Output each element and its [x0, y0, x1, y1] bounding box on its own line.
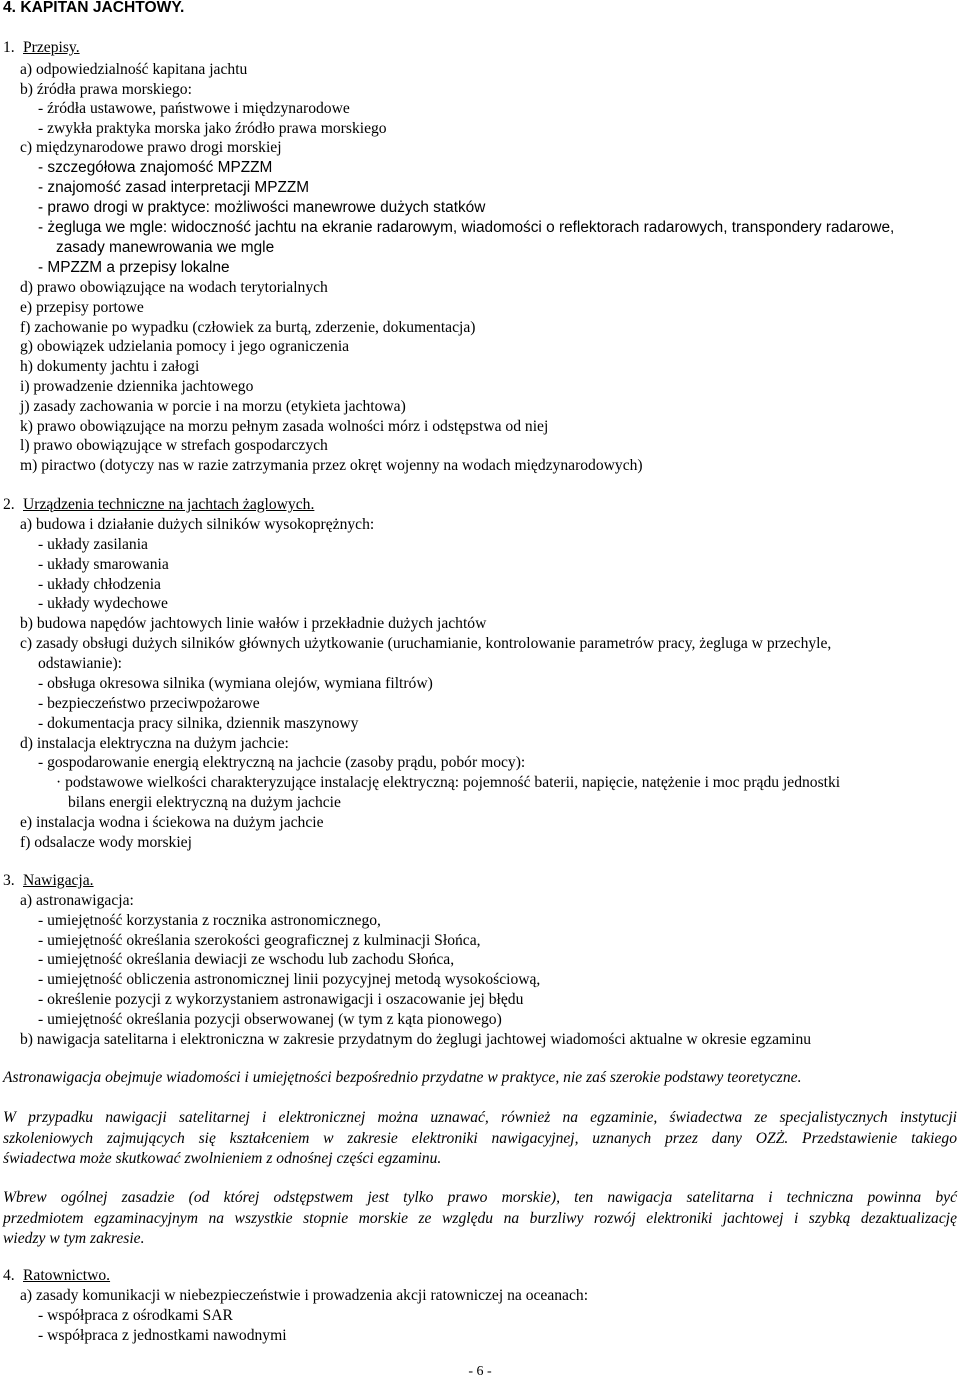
section2-line: - układy smarowania [38, 556, 169, 573]
section3-line: - umiejętność obliczenia astronomicznej linii pozycyjnej metodą wysokościową, [38, 971, 541, 988]
section2-line: - dokumentacja pracy silnika, dziennik maszynowy [38, 715, 359, 732]
note-line: przedmiotem egzaminacyjnym na wszystkie stopnie morskie ze względu na burzliwy rozwój elektroniki jachtowej i szybką dezaktualizację [3, 1209, 957, 1227]
section1-line: - prawo drogi w praktyce: możliwości manewrowe dużych statków [38, 199, 486, 216]
section3-line: - umiejętność określania pozycji obserwowanej (w tym z kąta pionowego) [38, 1011, 502, 1028]
section3-line: - określenie pozycji z wykorzystaniem astronawigacji i oszacowanie jej błędu [38, 991, 524, 1008]
note-line: świadectwa może skutkować zwolnieniem z odnośnej części egzaminu. [3, 1150, 442, 1167]
section3-line: - umiejętność określania dewiacji ze wschodu lub zachodu Słońca, [38, 951, 455, 968]
italic-note [3, 1108, 957, 1170]
note-line: Wbrew ogólnej zasadzie (od której odstępstwem jest tylko prawo morskie), ten nawigacja satelitarna i techniczna powinna być [3, 1189, 957, 1206]
section3-line: - umiejętność korzystania z rocznika astronomicznego, [38, 912, 381, 929]
section-number: 4. [3, 1267, 15, 1284]
section3-line: - umiejętność określania szerokości geograficznej z kulminacji Słońca, [38, 932, 481, 949]
section2-line: c) zasady obsługi dużych silników głównych użytkowanie (uruchamianie, kontrolowanie parametrów pracy, żegluga w przechyle, [20, 635, 832, 652]
italic-note [3, 1068, 957, 1089]
section1-line: g) obowiązek udzielania pomocy i jego ograniczenia [20, 338, 350, 355]
section4-line: - współpraca z ośrodkami SAR [38, 1307, 233, 1324]
section-number: 1. [3, 39, 15, 56]
section4-line: - współpraca z jednostkami nawodnymi [38, 1327, 287, 1344]
section-title: Urządzenia techniczne na jachtach żaglowych. [23, 496, 315, 513]
note-line: wiedzy w tym zakresie. [3, 1230, 145, 1247]
section2-line: - układy zasilania [38, 536, 148, 553]
section2-line: b) budowa napędów jachtowych linie wałów i przekładnie dużych jachtów [20, 615, 487, 632]
section2-line: - gospodarowanie energią elektryczną na jachcie (zasoby prądu, pobór mocy): [38, 754, 526, 771]
section1-line: c) międzynarodowe prawo drogi morskiej [20, 139, 282, 156]
section1-line: zasady manewrowania we mgle [56, 239, 275, 256]
section1-line: d) prawo obowiązujące na wodach terytorialnych [20, 279, 328, 296]
section1-line: - znajomość zasad interpretacji MPZZM [38, 179, 310, 196]
note-line: Astronawigacja obejmuje wiadomości i umiejętności bezpośrednio przydatne w praktyce, nie zaś szerokie podstawy teoretyczne. [3, 1069, 802, 1086]
section1-line: m) piractwo (dotyczy nas w razie zatrzymania przez okręt wojenny na wodach międzynarodowych) [20, 457, 643, 474]
section2-line: · podstawowe wielkości charakteryzujące instalację elektryczną: pojemność baterii, napięcie, natężenie i moc prądu jednostki [56, 774, 841, 791]
section1-header [3, 38, 80, 58]
section-number: 2. [3, 496, 15, 513]
section1-line: h) dokumenty jachtu i załogi [20, 358, 200, 375]
section1-line: l) prawo obowiązujące w strefach gospodarczych [20, 437, 328, 454]
section2-line: d) instalacja elektryczna na dużym jachcie: [20, 735, 289, 752]
section1-line: i) prowadzenie dziennika jachtowego [20, 378, 254, 395]
section1-line: - źródła ustawowe, państwowe i międzynarodowe [38, 100, 350, 117]
section2-line: odstawianie): [38, 655, 123, 672]
section2-header [3, 495, 314, 515]
document-heading: 4. KAPITAN JACHTOWY. [3, 0, 185, 16]
section1-line: f) zachowanie po wypadku (człowiek za burtą, zderzenie, dokumentacja) [20, 319, 476, 336]
section1-line: - MPZZM a przepisy lokalne [38, 259, 230, 276]
section2-line: bilans energii elektryczną na dużym jachcie [68, 794, 341, 811]
section1-line: k) prawo obowiązujące na morzu pełnym zasada wolności mórz i odstępstwa od niej [20, 418, 549, 435]
section1-line: j) zasady zachowania w porcie i na morzu (etykieta jachtowa) [20, 398, 406, 415]
section1-line: - szczegółowa znajomość MPZZM [38, 159, 273, 176]
section1-line: - zwykła praktyka morska jako źródło prawa morskiego [38, 120, 387, 137]
section2-line: a) budowa i działanie dużych silników wysokoprężnych: [20, 516, 375, 533]
section-number: 3. [3, 872, 15, 889]
section2-line: - obsługa okresowa silnika (wymiana olejów, wymiana filtrów) [38, 675, 433, 692]
page-number: - 6 - [468, 1364, 492, 1379]
section4-header [3, 1266, 110, 1286]
note-line: W przypadku nawigacji satelitarnej i elektronicznej można uznawać, również na egzaminie, świadectwa ze specjalistycznych instytucji [3, 1109, 957, 1126]
section1-line: - żegluga we mgle: widoczność jachtu na ekranie radarowym, wiadomości o reflektorach radarowych, transpondery radarowe, [38, 219, 895, 236]
section-title: Nawigacja. [23, 872, 94, 889]
section1-line: b) źródła prawa morskiego: [20, 81, 192, 98]
section1-line: e) przepisy portowe [20, 299, 144, 316]
section1-line: a) odpowiedzialność kapitana jachtu [20, 61, 248, 78]
section3-header [3, 871, 94, 891]
section3-line: a) astronawigacja: [20, 892, 134, 909]
section4-line: a) zasady komunikacji w niebezpieczeństwie i prowadzenia akcji ratowniczej na oceanach: [20, 1287, 589, 1304]
note-line: szkoleniowych zajmujących się kształceniem w zakresie elektroniki nawigacyjnej, uznanych przez dany OZŻ. Przedstawienie takiego [3, 1129, 957, 1147]
section2-line: - układy chłodzenia [38, 576, 161, 593]
section2-line: - bezpieczeństwo przeciwpożarowe [38, 695, 260, 712]
section3-line: b) nawigacja satelitarna i elektroniczna w zakresie przydatnym do żeglugi jachtowej wiadomości aktualne w okresie egzaminu [20, 1031, 812, 1048]
section-title: Ratownictwo. [23, 1267, 111, 1284]
section-title: Przepisy. [23, 39, 80, 56]
section2-line: e) instalacja wodna i ściekowa na dużym jachcie [20, 814, 324, 831]
italic-note [3, 1188, 957, 1250]
section2-line: f) odsalacze wody morskiej [20, 834, 192, 851]
section2-line: - układy wydechowe [38, 595, 168, 612]
